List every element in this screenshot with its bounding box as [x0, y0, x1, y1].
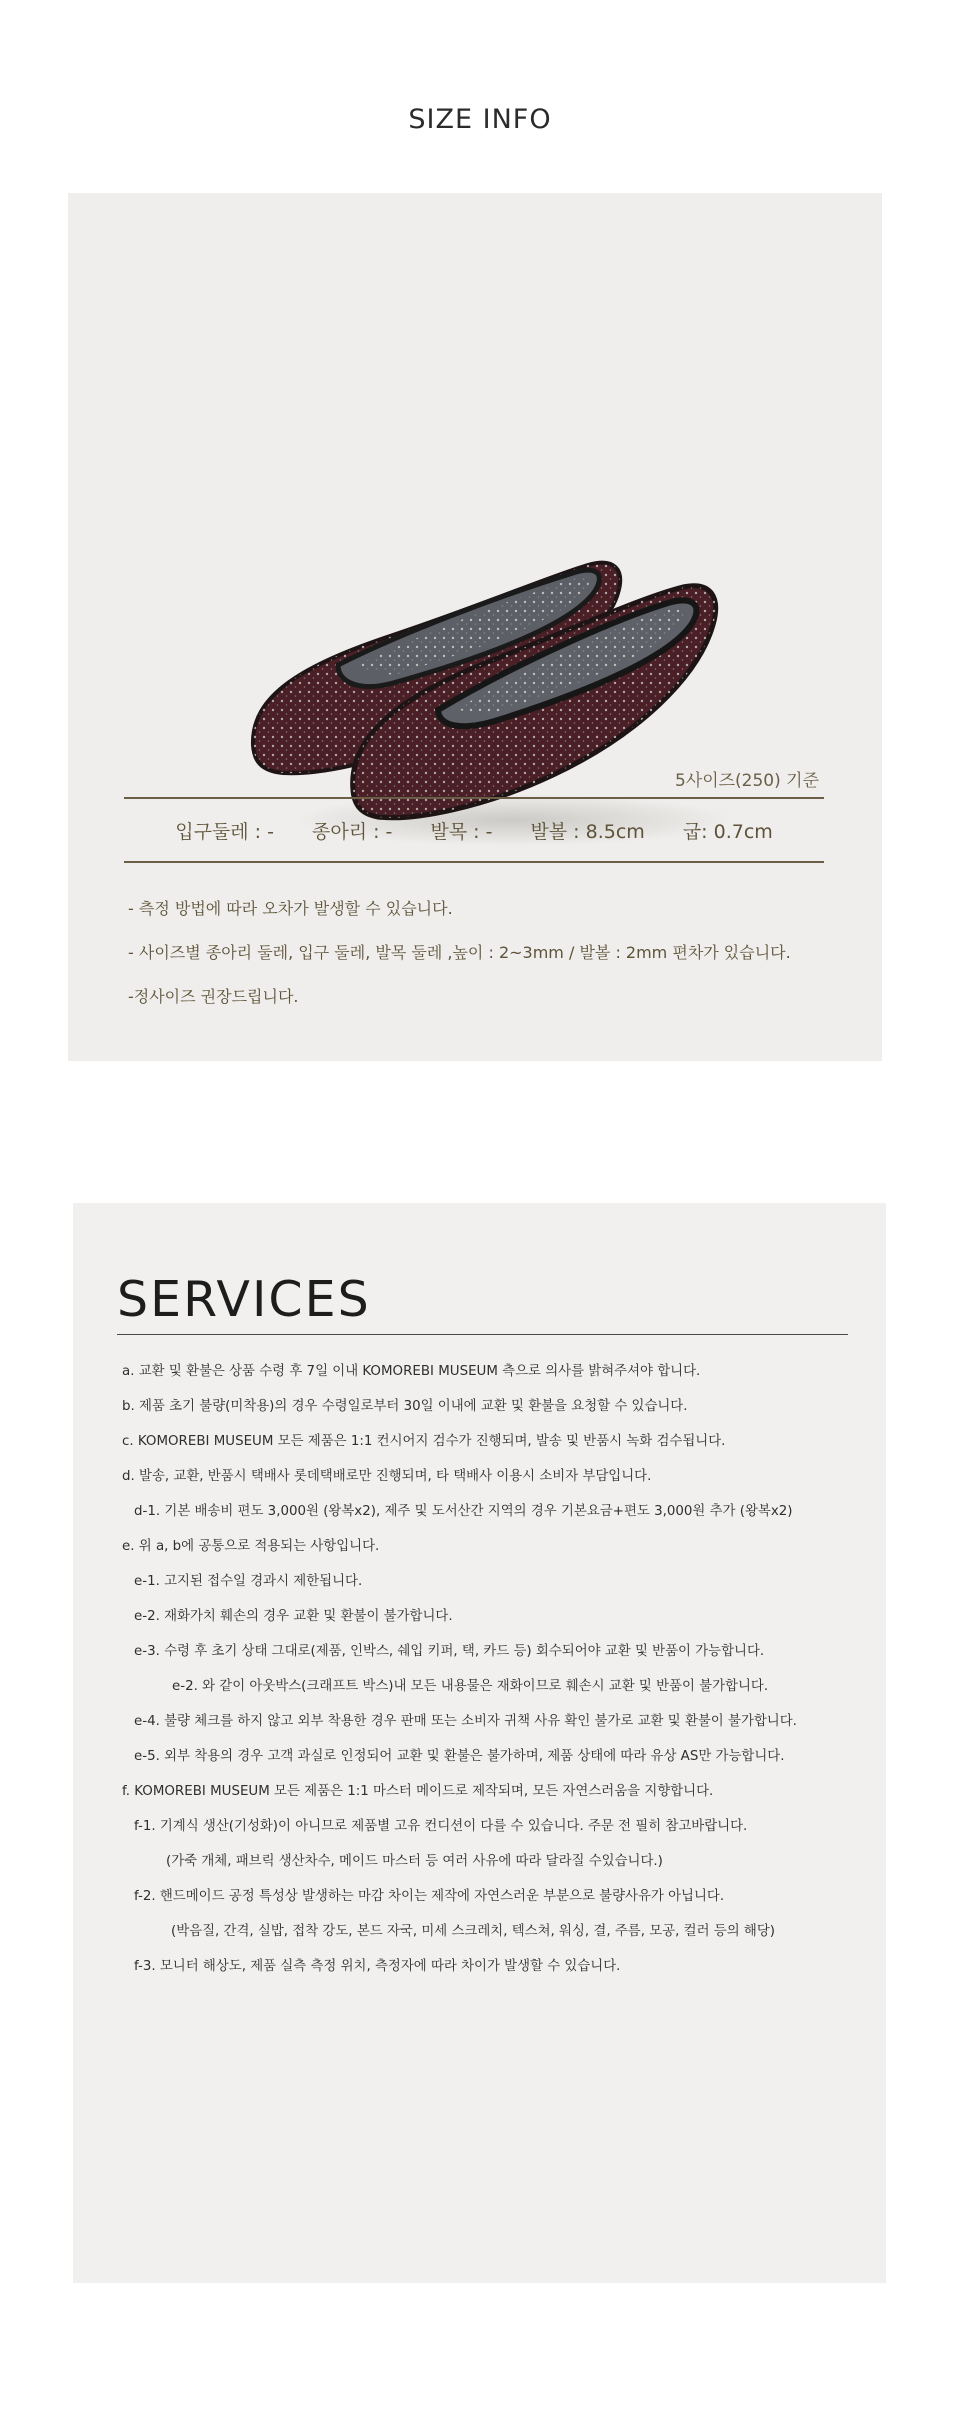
terms-line: e-2. 와 같이 아웃박스(크래프트 박스)내 모든 내용물은 재화이므로 훼손시 교환 및 반품이 불가합니다.	[172, 1679, 769, 1694]
terms-line: (박음질, 간격, 실밥, 접착 강도, 본드 자국, 미세 스크레치, 텍스쳐, 워싱, 결, 주름, 모공, 컬러 등의 해당)	[171, 1924, 775, 1939]
services-terms-list	[122, 1354, 862, 1984]
services-title: SERVICES	[117, 1271, 371, 1328]
terms-line: d. 발송, 교환, 반품시 택배사 롯데택배로만 진행되며, 타 택배사 이용시 소비자 부담입니다.	[122, 1469, 652, 1484]
size-note: - 사이즈별 종아리 둘레, 입구 둘레, 발목 둘레 ,높이 : 2~3mm / 발볼 : 2mm 편차가 있습니다.	[128, 943, 791, 962]
measurement-top-divider	[124, 797, 824, 799]
terms-line: b. 제품 초기 불량(미착용)의 경우 수령일로부터 30일 이내에 교환 및 환불을 요청할 수 있습니다.	[122, 1399, 688, 1414]
terms-line: e. 위 a, b에 공통으로 적용되는 사항입니다.	[122, 1539, 380, 1554]
terms-line: f-2. 핸드메이드 공정 특성상 발생하는 마감 차이는 제작에 자연스러운 부분으로 불량사유가 아닙니다.	[134, 1889, 725, 1904]
size-notes	[128, 887, 848, 1019]
terms-line: a. 교환 및 환불은 상품 수령 후 7일 이내 KOMOREBI MUSEUM 측으로 의사를 밝혀주셔야 합니다.	[122, 1364, 701, 1379]
measurement-heel: 굽: 0.7cm	[682, 820, 773, 843]
terms-line: e-2. 재화가치 훼손의 경우 교환 및 환불이 불가합니다.	[134, 1609, 453, 1624]
measurement-calf: 종아리 : -	[311, 820, 393, 843]
terms-line: e-1. 고지된 접수일 경과시 제한됩니다.	[134, 1574, 363, 1589]
measurement-ball-width: 발볼 : 8.5cm	[530, 820, 645, 843]
terms-line: d-1. 기본 배송비 편도 3,000원 (왕복x2), 제주 및 도서산간 지역의 경우 기본요금+편도 3,000원 추가 (왕복x2)	[134, 1504, 793, 1519]
measurement-ankle: 발목 : -	[430, 820, 493, 843]
measurement-opening: 입구둘레 : -	[175, 820, 274, 843]
services-divider	[117, 1334, 848, 1335]
terms-line: (가죽 개체, 패브릭 생산차수, 메이드 마스터 등 여러 사유에 따라 달라질 수있습니다.)	[166, 1854, 663, 1869]
size-info-panel	[68, 193, 882, 1061]
measurement-row	[124, 805, 824, 855]
size-info-title: SIZE INFO	[408, 104, 552, 135]
terms-line: e-5. 외부 착용의 경우 고객 과실로 인정되어 교환 및 환불은 불가하며, 제품 상태에 따라 유상 AS만 가능합니다.	[134, 1749, 785, 1764]
size-note: -정사이즈 권장드립니다.	[128, 987, 299, 1006]
size-note: - 측정 방법에 따라 오차가 발생할 수 있습니다.	[128, 899, 453, 918]
terms-line: c. KOMOREBI MUSEUM 모든 제품은 1:1 컨시어지 검수가 진행되며, 발송 및 반품시 녹화 검수됩니다.	[122, 1434, 726, 1449]
terms-line: f-3. 모니터 해상도, 제품 실측 측정 위치, 측정자에 따라 차이가 발생할 수 있습니다.	[134, 1959, 621, 1974]
services-panel	[73, 1203, 886, 2283]
terms-line: f. KOMOREBI MUSEUM 모든 제품은 1:1 마스터 메이드로 제작되며, 모든 자연스러움을 지향합니다.	[122, 1784, 714, 1799]
measurement-bottom-divider	[124, 861, 824, 863]
size-basis-label: 5사이즈(250) 기준	[674, 771, 819, 791]
terms-line: e-3. 수령 후 초기 상태 그대로(제품, 인박스, 쉐입 키퍼, 택, 카드 등) 회수되어야 교환 및 반품이 가능합니다.	[134, 1644, 765, 1659]
terms-line: f-1. 기계식 생산(기성화)이 아니므로 제품별 고유 컨디션이 다를 수 있습니다. 주문 전 필히 참고바랍니다.	[134, 1819, 748, 1834]
terms-line: e-4. 불량 체크를 하지 않고 외부 착용한 경우 판매 또는 소비자 귀책 사유 확인 불가로 교환 및 환불이 불가합니다.	[134, 1714, 797, 1729]
